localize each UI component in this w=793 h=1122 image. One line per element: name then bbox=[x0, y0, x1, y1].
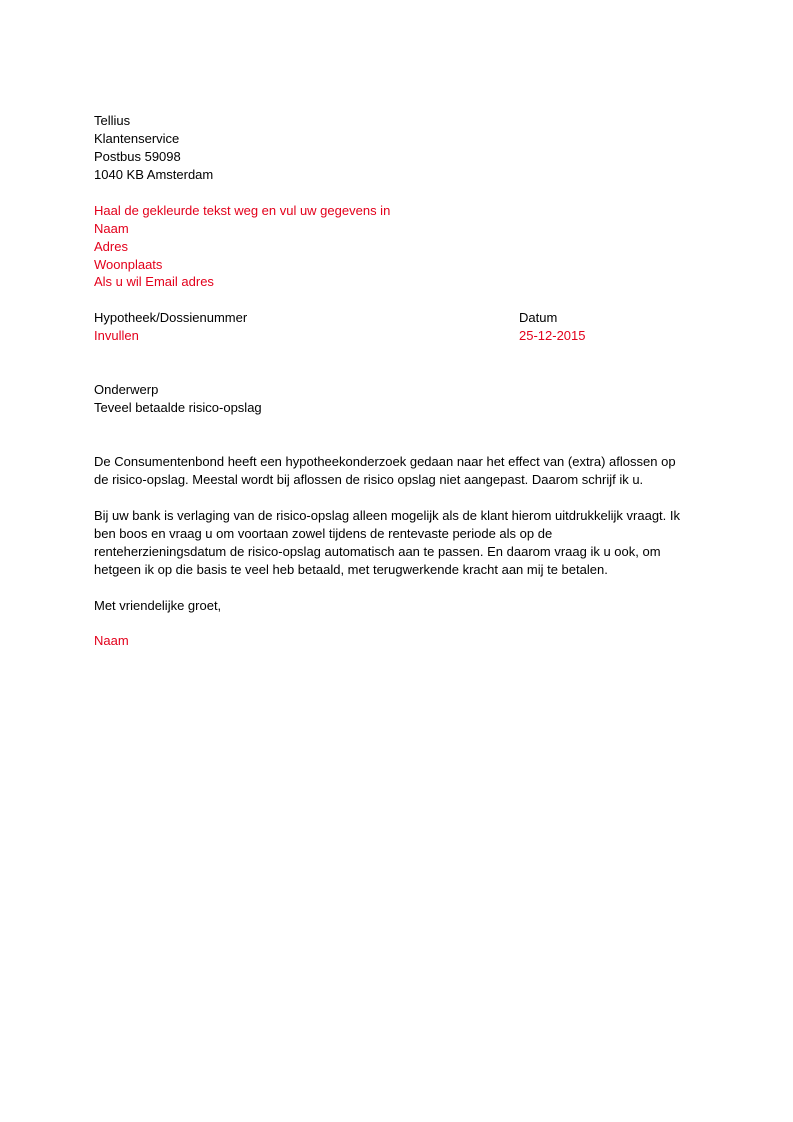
body-line: ben boos en vraag u om voortaan zowel tijdens de rentevaste periode als op de bbox=[94, 526, 553, 541]
fill-in-instruction: Haal de gekleurde tekst weg en vul uw gegevens in bbox=[94, 203, 391, 218]
date-value: 25-12-2015 bbox=[519, 328, 586, 343]
closing-greeting: Met vriendelijke groet, bbox=[94, 598, 222, 613]
sender-address: Adres bbox=[94, 239, 128, 254]
subject-label: Onderwerp bbox=[94, 382, 159, 397]
sender-residence: Woonplaats bbox=[94, 257, 163, 272]
dossier-number-value: Invullen bbox=[94, 328, 139, 343]
date-label: Datum bbox=[519, 310, 558, 325]
recipient-name: Tellius bbox=[94, 113, 131, 128]
body-line: renteherzieningsdatum de risico-opslag automatisch aan te passen. En daarom vraag ik u ook, om bbox=[94, 544, 661, 559]
recipient-department: Klantenservice bbox=[94, 131, 180, 146]
recipient-postbus: Postbus 59098 bbox=[94, 149, 181, 164]
dossier-number-label: Hypotheek/Dossienummer bbox=[94, 310, 248, 325]
recipient-city: 1040 KB Amsterdam bbox=[94, 167, 214, 182]
body-line: hetgeen ik op die basis te veel heb betaald, met terugwerkende kracht aan mij te betalen. bbox=[94, 562, 608, 577]
sender-email: Als u wil Email adres bbox=[94, 274, 214, 289]
signature-name: Naam bbox=[94, 633, 129, 648]
sender-name: Naam bbox=[94, 221, 129, 236]
body-line: De Consumentenbond heeft een hypotheekonderzoek gedaan naar het effect van (extra) aflossen op bbox=[94, 454, 676, 469]
body-line: Bij uw bank is verlaging van de risico-opslag alleen mogelijk als de klant hierom uitdrukkelijk vraagt. Ik bbox=[94, 508, 681, 523]
body-line: de risico-opslag. Meestal wordt bij aflossen de risico opslag niet aangepast. Daarom schrijf ik u. bbox=[94, 472, 644, 487]
subject-value: Teveel betaalde risico-opslag bbox=[94, 400, 262, 415]
